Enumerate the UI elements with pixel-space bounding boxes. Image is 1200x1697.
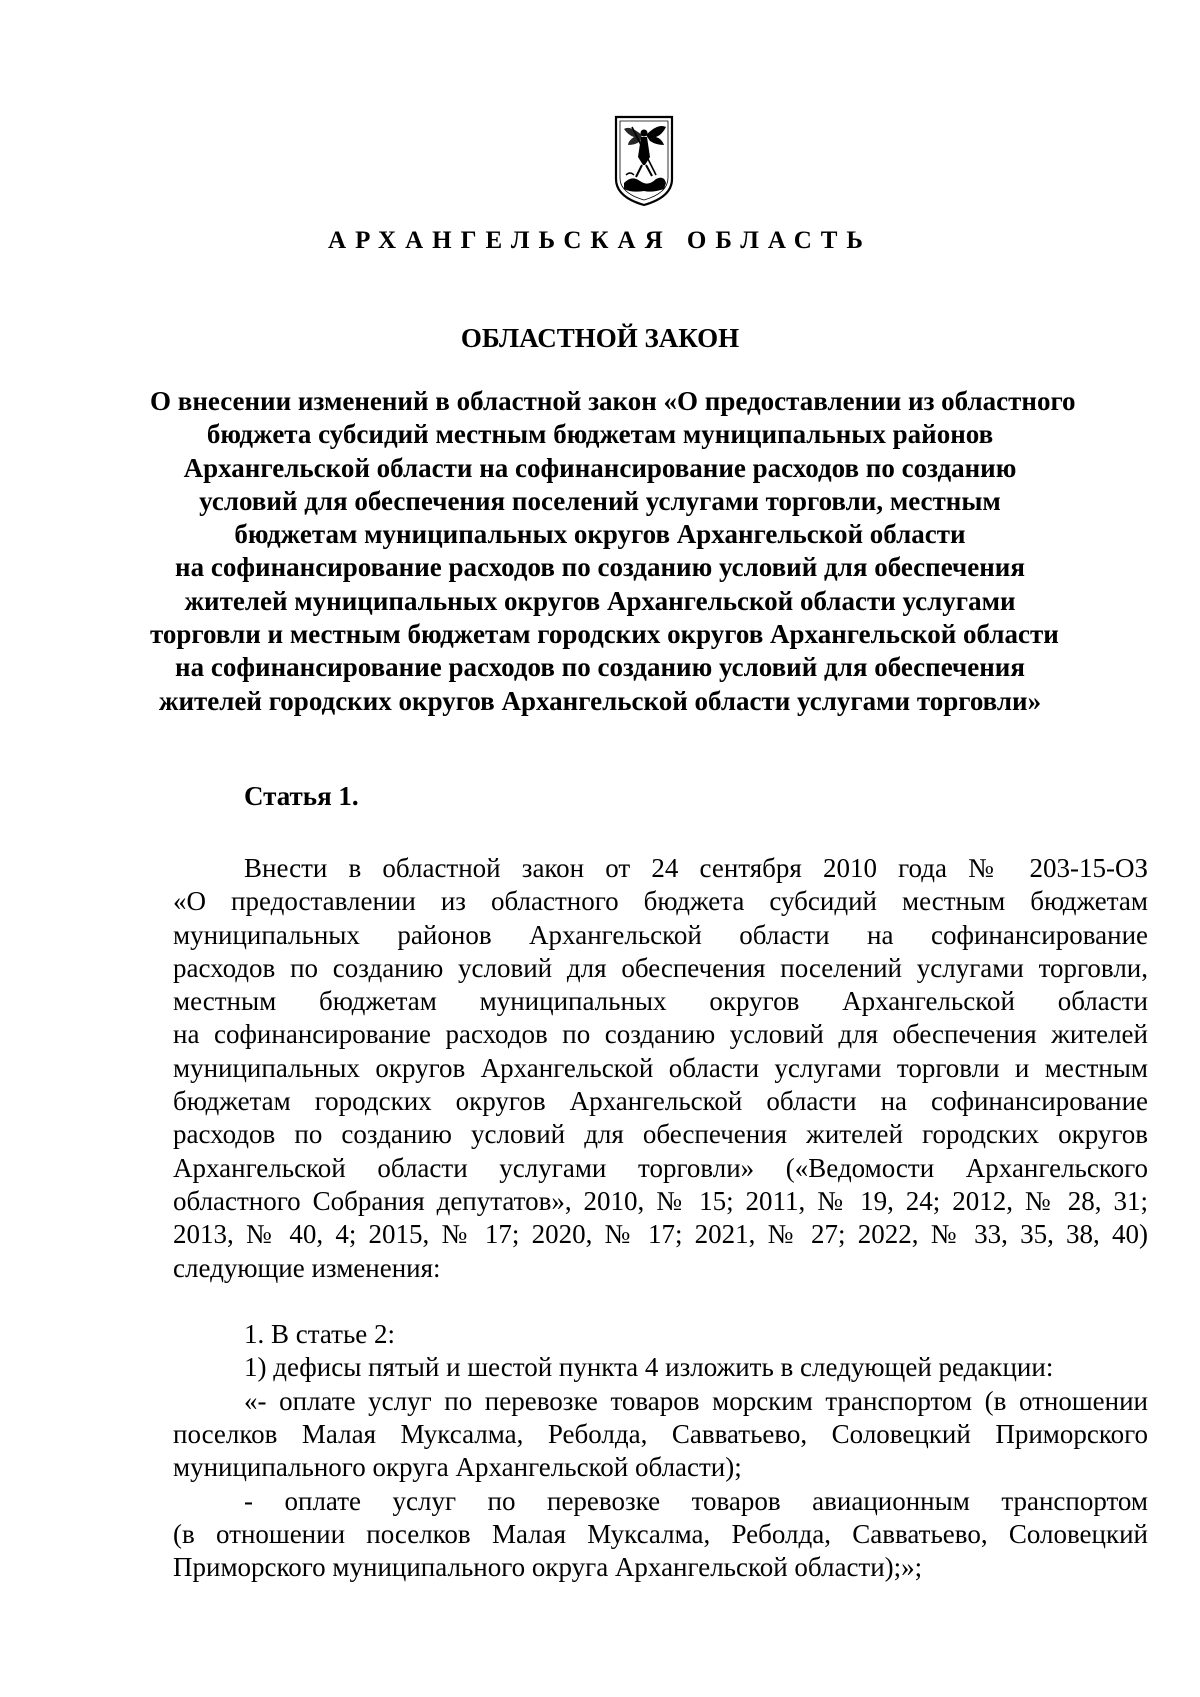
title-line: Архангельской области на софинансирование расходов по созданию <box>183 452 1017 483</box>
intro-paragraph <box>173 852 1148 1285</box>
body-line: областного Собрания депутатов», 2010, № 15; 2011, № 19, 24; 2012, № 28, 31; <box>173 1185 1148 1216</box>
body-line: муниципальных районов Архангельской области на софинансирование <box>173 919 1148 950</box>
body-line: «- оплате услуг по перевозке товаров морским транспортом (в отношении <box>244 1385 1148 1416</box>
body-line: - оплате услуг по перевозке товаров авиационным транспортом <box>244 1485 1148 1516</box>
title-line: на софинансирование расходов по созданию условий для обеспечения <box>175 552 1025 583</box>
body-line: Архангельской области услугами торговли» («Ведомости Архангельского <box>173 1152 1148 1183</box>
coat-of-arms-emblem <box>612 113 676 209</box>
law-type-heading: ОБЛАСТНОЙ ЗАКОН <box>460 323 740 353</box>
region-name: АРХАНГЕЛЬСКАЯ ОБЛАСТЬ <box>328 227 872 254</box>
title-line: жителей муниципальных округов Архангельской области услугами <box>184 585 1016 616</box>
body-line: муниципальных округов Архангельской области услугами торговли и местным <box>173 1052 1148 1083</box>
body-line: (в отношении поселков Малая Муксалма, Реболда, Савватьево, Соловецкий <box>173 1518 1148 1549</box>
body-line: местным бюджетам муниципальных округов Архангельской области <box>173 986 1148 1017</box>
dash-item-1 <box>173 1385 1148 1485</box>
article-body <box>173 852 1148 1585</box>
subpoint-1: 1) дефисы пятый и шестой пункта 4 изложить в следующей редакции: <box>244 1352 1054 1383</box>
title-line: бюджетам муниципальных округов Архангельской области <box>234 519 966 550</box>
body-line: поселков Малая Муксалма, Реболда, Савватьево, Соловецкий Приморского <box>173 1419 1148 1450</box>
body-line: муниципального округа Архангельской области); <box>173 1452 742 1483</box>
title-line: О внесении изменений в областной закон «О предоставлении из областного <box>150 386 1076 416</box>
title-line: бюджета субсидий местным бюджетам муниципальных районов <box>206 419 994 450</box>
body-line: следующие изменения: <box>173 1252 441 1283</box>
body-line: «О предоставлении из областного бюджета субсидий местным бюджетам <box>173 886 1148 917</box>
paragraph-gap <box>173 1285 1148 1318</box>
body-line: Внести в областной закон от 24 сентября 2010 года № 203-15-ОЗ <box>244 853 1148 883</box>
title-line: торговли и местным бюджетам городских округов Архангельской области <box>150 619 1059 650</box>
law-title <box>150 385 1076 718</box>
body-line: расходов по созданию условий для обеспечения жителей городских округов <box>173 1119 1148 1150</box>
body-line: бюджетам городских округов Архангельской области на софинансирование <box>173 1086 1148 1117</box>
body-line: 2013, № 40, 4; 2015, № 17; 2020, № 17; 2021, № 27; 2022, № 33, 35, 38, 40) <box>173 1219 1148 1250</box>
article-heading: Статья 1. <box>244 781 359 811</box>
title-line: условий для обеспечения поселений услугами торговли, местным <box>199 485 1001 516</box>
title-line: жителей городских округов Архангельской области услугами торговли» <box>158 685 1042 716</box>
point-1: 1. В статье 2: <box>244 1319 396 1350</box>
body-line: на софинансирование расходов по созданию условий для обеспечения жителей <box>173 1019 1148 1050</box>
title-line: на софинансирование расходов по созданию условий для обеспечения <box>175 652 1025 683</box>
body-line: расходов по созданию условий для обеспечения поселений услугами торговли, <box>173 952 1148 983</box>
body-line: Приморского муниципального округа Архангельской области);»; <box>173 1552 923 1583</box>
dash-item-2 <box>173 1485 1148 1585</box>
